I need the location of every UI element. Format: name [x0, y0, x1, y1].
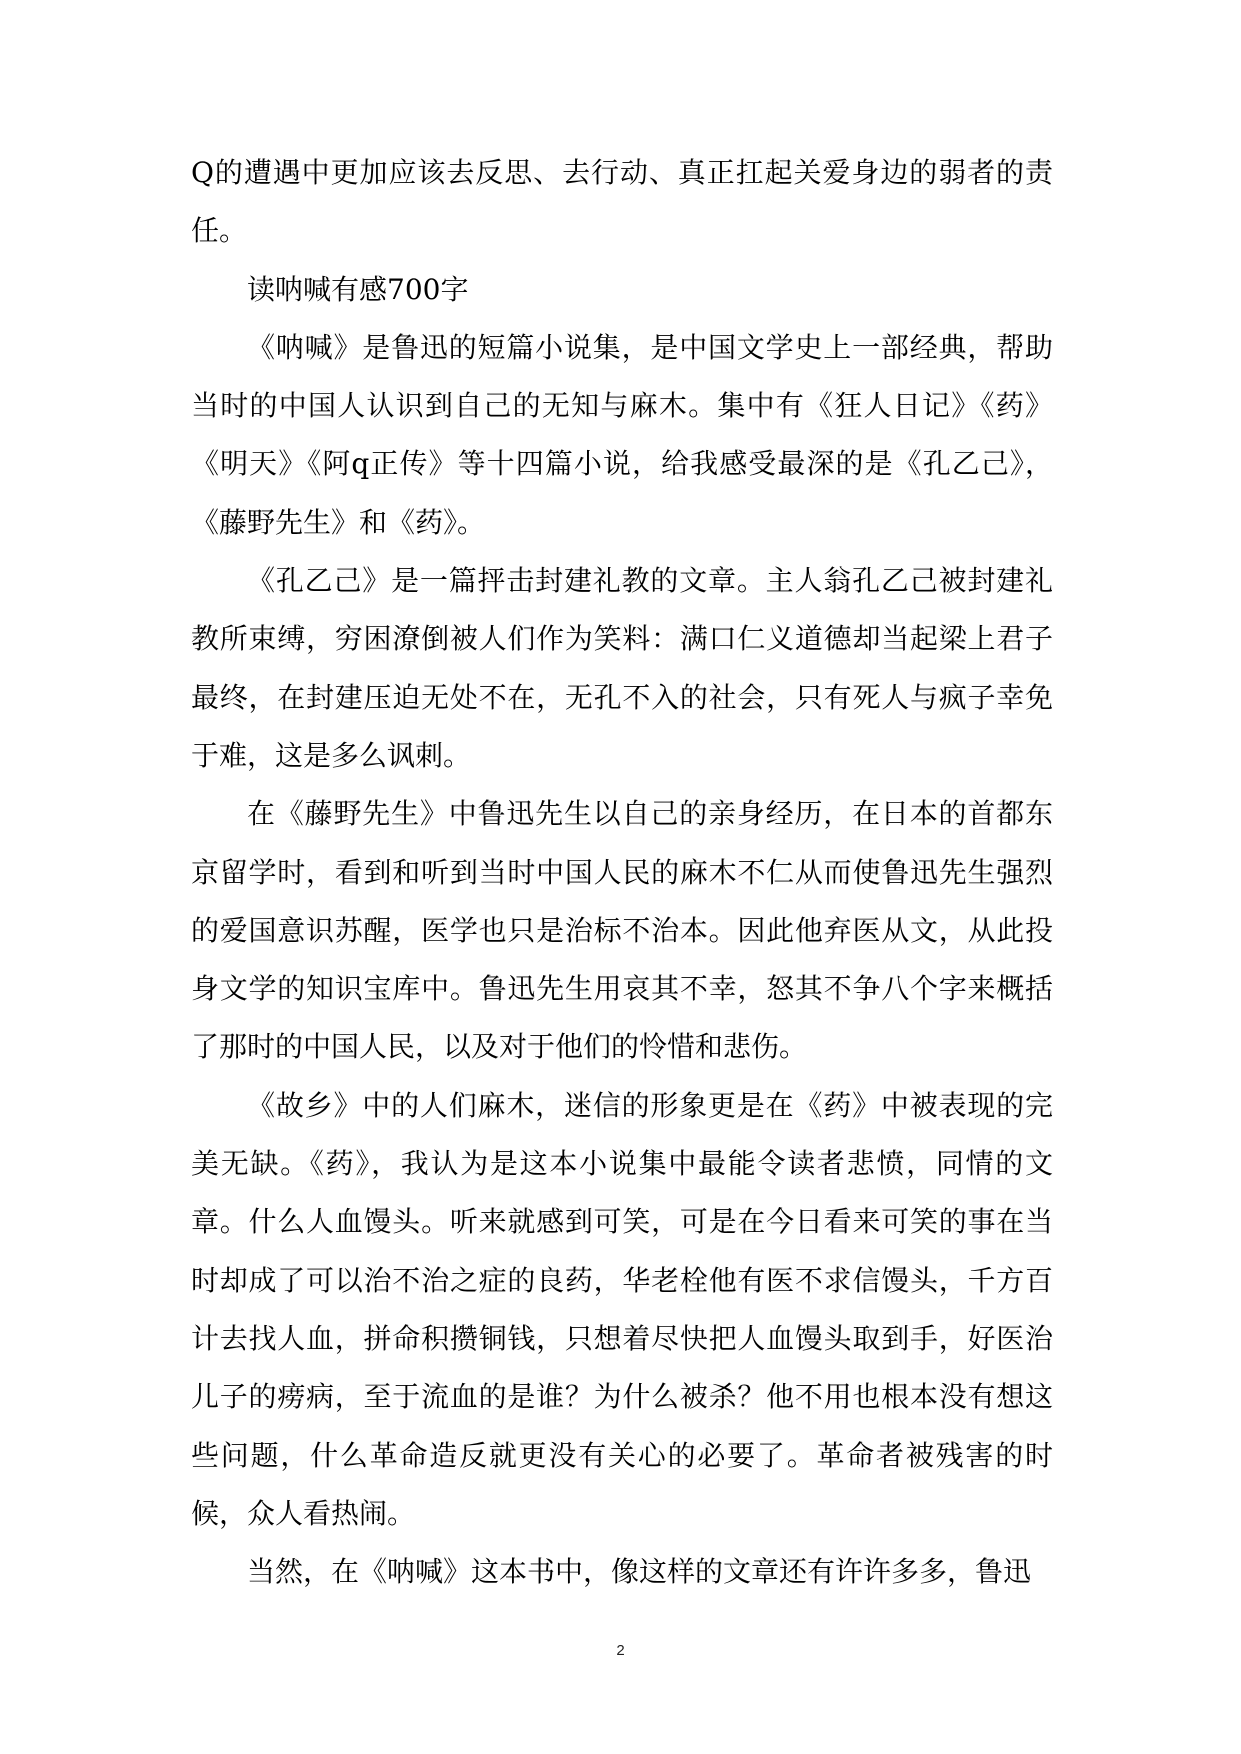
paragraph: 当然，在《呐喊》这本书中，像这样的文章还有许许多多，鲁迅 — [247, 1555, 1032, 1589]
paragraph: 《孔乙己》是一篇抨击封建礼教的文章。主人翁孔乙己被封建礼教所束缚，穷困潦倒被人们作为笑料：满口仁义道德却当起梁上君子最终，在封建压迫无处不在，无孔不入的社会，只有死人与疯子幸免于难，这是多么讽刺。 — [191, 564, 1053, 772]
paragraph-continuation: Q的遭遇中更加应该去反思、去行动、真正扛起关爱身边的弱者的责任。 — [191, 156, 1053, 248]
document-body — [191, 144, 1053, 1601]
paragraph: 《故乡》中的人们麻木，迷信的形象更是在《药》中被表现的完美无缺。《药》，我认为是这本小说集中最能令读者悲愤，同情的文章。什么人血馒头。听来就感到可笑，可是在今日看来可笑的事在当时却成了可以治不治之症的良药，华老栓他有医不求信馒头，千方百计去找人血，拼命积攒铜钱，只想着尽快把人血馒头取到手，好医治儿子的痨病，至于流血的是谁？为什么被杀？他不用也根本没有想这些问题，什么革命造反就更没有关心的必要了。革命者被残害的时候，众人看热闹。 — [191, 1088, 1053, 1530]
paragraph: 在《藤野先生》中鲁迅先生以自己的亲身经历，在日本的首都东京留学时，看到和听到当时中国人民的麻木不仁从而使鲁迅先生强烈的爱国意识苏醒，医学也只是治标不治本。因此他弃医从文，从此投身文学的知识宝库中。鲁迅先生用哀其不幸，怒其不争八个字来概括了那时的中国人民，以及对于他们的怜惜和悲伤。 — [191, 797, 1053, 1064]
paragraph: 《呐喊》是鲁迅的短篇小说集，是中国文学史上一部经典，帮助当时的中国人认识到自己的无知与麻木。集中有《狂人日记》《药》《明天》《阿q正传》等十四篇小说，给我感受最深的是《孔乙己》，《藤野先生》和《药》。 — [191, 330, 1053, 539]
page-number: 2 — [616, 1642, 625, 1659]
essay-heading: 读呐喊有感700字 — [247, 272, 469, 306]
